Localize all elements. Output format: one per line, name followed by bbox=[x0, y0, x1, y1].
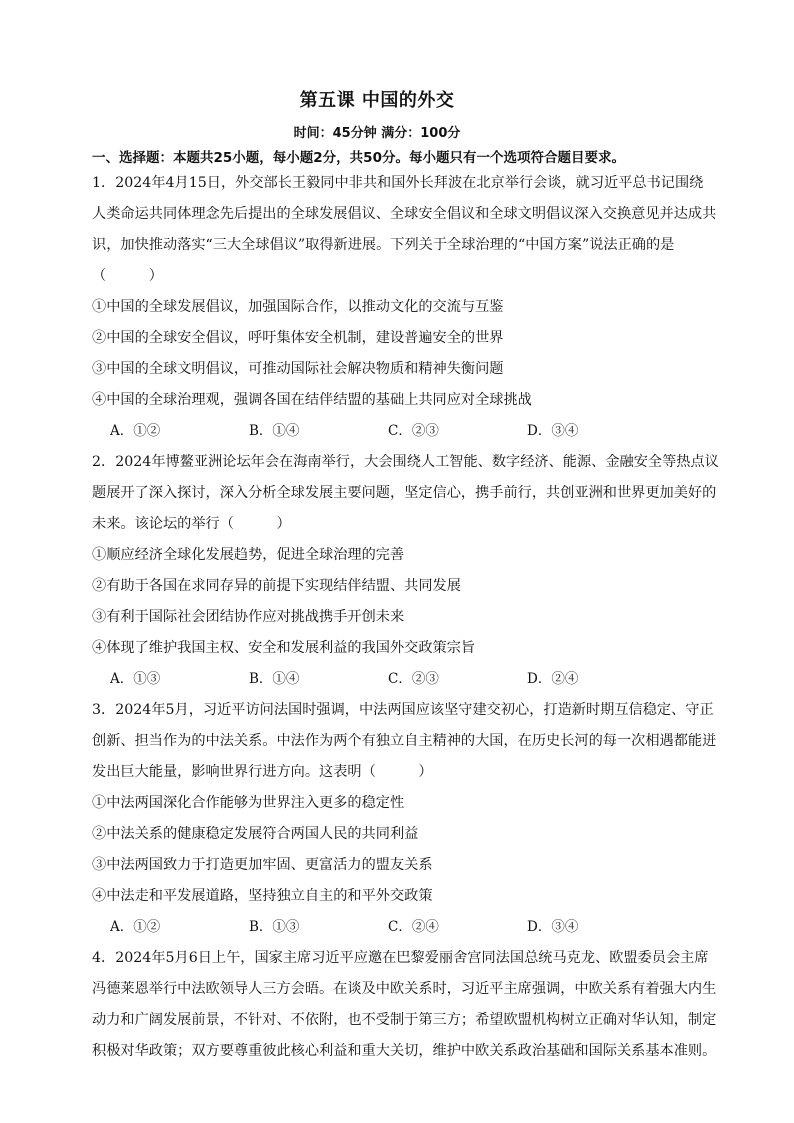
statement-option: ④中国的全球治理观，强调各国在结伴结盟的基础上共同应对全球挑战 bbox=[92, 392, 532, 408]
stem-line: （ ） bbox=[92, 268, 163, 284]
question-stem bbox=[92, 447, 719, 540]
statement-option: ①中法两国深化合作能够为世界注入更多的稳定性 bbox=[92, 795, 405, 811]
statement-option: ③中国的全球文明倡议，可推动国际社会解决物质和精神失衡问题 bbox=[92, 361, 504, 377]
stem-line: 创新、担当作为的中法关系。中法作为两个有独立自主精神的大国，在历史长河的每一次相遇都能迸 bbox=[92, 733, 717, 749]
exam-info: 时间：45分钟 满分：100分 bbox=[293, 126, 461, 141]
statement-option: ②有助于各国在求同存异的前提下实现结伴结盟、共同发展 bbox=[92, 578, 461, 594]
question-2 bbox=[92, 447, 719, 695]
statement-option: ③中法两国致力于打造更加牢固、更富活力的盟友关系 bbox=[92, 857, 433, 873]
answer-choice: A．①③ bbox=[110, 671, 161, 687]
answer-choices bbox=[92, 912, 710, 943]
stem-line: 3．2024年5月，习近平访问法国时强调，中法两国应该坚守建交初心，打造新时期互信稳定、守正 bbox=[92, 702, 714, 718]
stem-line: 积极对华政策；双方要尊重彼此核心利益和重大关切，维护中欧关系政治基础和国际关系基本准则。 bbox=[92, 1043, 717, 1059]
stem-line: 题展开了深入探讨，深入分析全球发展主要问题，坚定信心，携手前行，共创亚洲和世界更加美好的 bbox=[92, 485, 717, 501]
stem-line: 2．2024年博鳌亚洲论坛年会在海南举行，大会围绕人工智能、数字经济、能源、金融安全等热点议 bbox=[92, 454, 719, 470]
question-stem bbox=[92, 695, 717, 788]
answer-choice: B．①④ bbox=[249, 423, 300, 439]
statement-option: ④体现了维护我国主权、安全和发展利益的我国外交政策宗旨 bbox=[92, 640, 476, 656]
stem-line: 识，加快推动落实“三大全球倡议”取得新进展。下列关于全球治理的“中国方案”说法正确的是 bbox=[92, 237, 675, 253]
question-stem bbox=[92, 168, 717, 292]
stem-line: 人类命运共同体理念先后提出的全球发展倡议、全球安全倡议和全球文明倡议深入交换意见并达成共 bbox=[92, 206, 717, 222]
statement-option: ②中国的全球安全倡议，呼吁集体安全机制，建设普遍安全的世界 bbox=[92, 330, 504, 346]
answer-choice: B．①③ bbox=[249, 919, 300, 935]
stem-line: 动力和广阔发展前景，不针对、不依附，也不受制于第三方；希望欧盟机构树立正确对华认知，制定 bbox=[92, 1012, 717, 1028]
stem-line: 发出巨大能量，影响世界行进方向。这表明（ ） bbox=[92, 764, 433, 780]
answer-choice: D．③④ bbox=[527, 919, 579, 935]
answer-choice: A．①② bbox=[110, 919, 161, 935]
answer-choice: D．②④ bbox=[527, 671, 579, 687]
answer-choice: C．②③ bbox=[388, 671, 439, 687]
statement-option: ②中法关系的健康稳定发展符合两国人民的共同利益 bbox=[92, 826, 419, 842]
question-list bbox=[92, 168, 719, 1067]
question-stem bbox=[92, 943, 717, 1067]
statement-option: ④中法走和平发展道路，坚持独立自主的和平外交政策 bbox=[92, 888, 433, 904]
section-heading: 一、选择题：本题共25小题，每小题2分，共50分。每小题只有一个选项符合题目要求。 bbox=[92, 150, 625, 166]
question-4 bbox=[92, 943, 717, 1067]
answer-choice: C．②③ bbox=[388, 423, 439, 439]
answer-choice: D．③④ bbox=[527, 423, 579, 439]
question-3 bbox=[92, 695, 717, 943]
answer-choice: B．①④ bbox=[249, 671, 300, 687]
stem-line: 4．2024年5月6日上午，国家主席习近平应邀在巴黎爱丽舍宫同法国总统马克龙、欧盟委员会主席 bbox=[92, 950, 709, 966]
stem-line: 冯德莱恩举行中法欧领导人三方会晤。在谈及中欧关系时，习近平主席强调，中欧关系有着强大内生 bbox=[92, 981, 717, 997]
stem-line: 1．2024年4月15日，外交部长王毅同中非共和国外长拜波在北京举行会谈，就习近平总书记围绕 bbox=[92, 175, 704, 191]
answer-choices bbox=[92, 416, 710, 447]
answer-choice: A．①② bbox=[110, 423, 161, 439]
statement-option: ③有利于国际社会团结协作应对挑战携手开创未来 bbox=[92, 609, 405, 625]
answer-choice: C．②④ bbox=[388, 919, 439, 935]
answer-choices bbox=[92, 664, 710, 695]
statement-option: ①顺应经济全球化发展趋势，促进全球治理的完善 bbox=[92, 547, 405, 563]
question-1 bbox=[92, 168, 717, 447]
page-title: 第五课 中国的外交 bbox=[299, 90, 455, 111]
stem-line: 未来。该论坛的举行（ ） bbox=[92, 516, 291, 532]
statement-option: ①中国的全球发展倡议，加强国际合作，以推动文化的交流与互鉴 bbox=[92, 299, 504, 315]
